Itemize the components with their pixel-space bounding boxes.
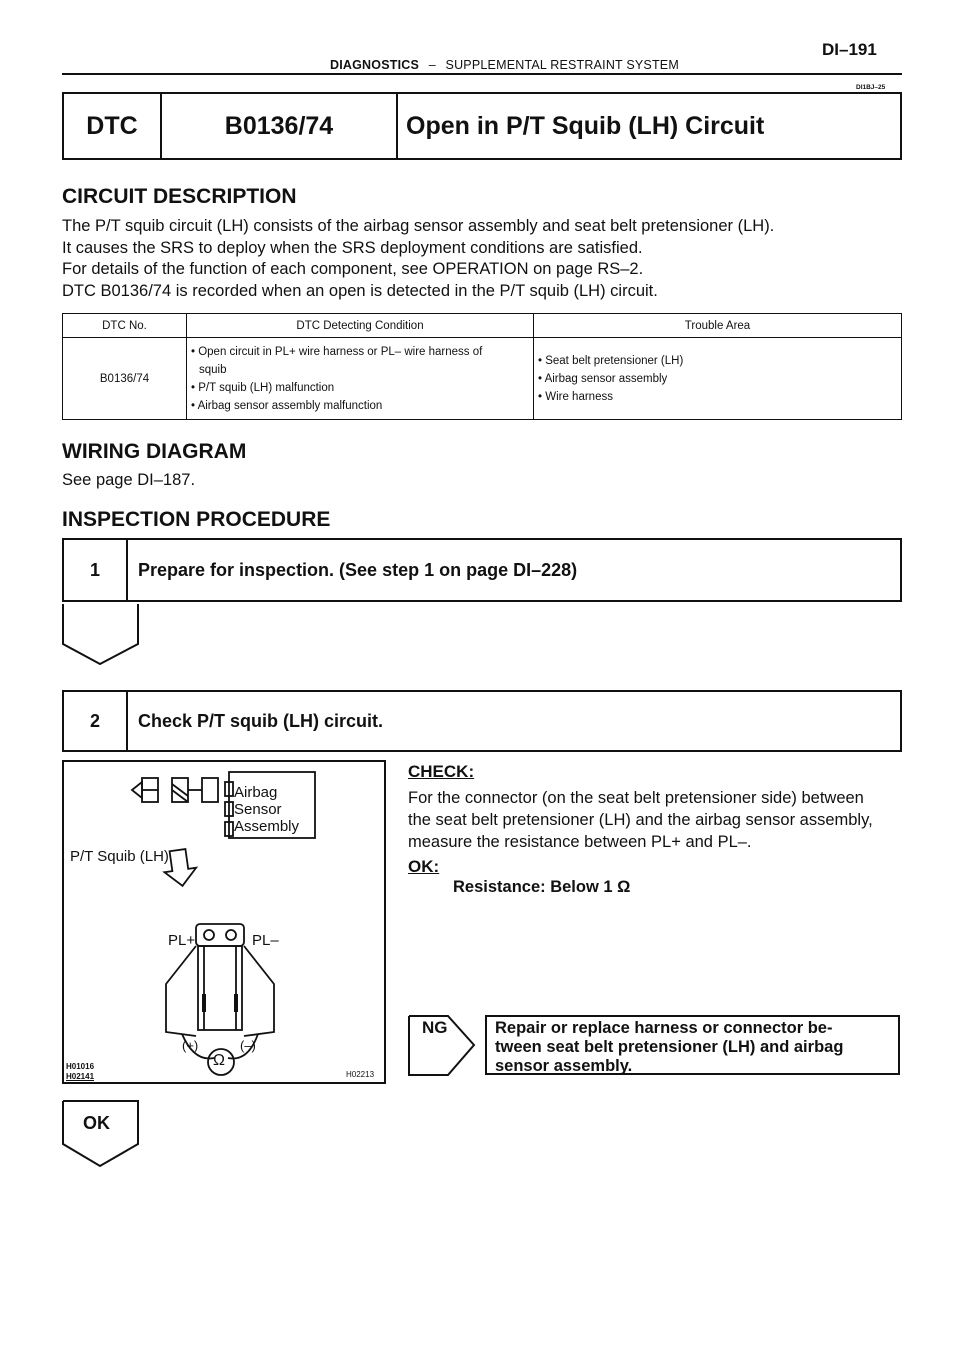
area-item: • Airbag sensor assembly [538, 372, 668, 385]
sensor-label-line: Airbag [234, 784, 278, 801]
dtc-table [62, 313, 902, 420]
check-line: For the connector (on the seat belt pretensioner side) between [408, 789, 864, 807]
figure-code: H02141 [66, 1072, 95, 1081]
ok-heading: OK: [408, 857, 440, 876]
page-header [330, 58, 679, 72]
squib-label: P/T Squib (LH) [70, 848, 169, 865]
circuit-description-heading: CIRCUIT DESCRIPTION [62, 185, 297, 208]
ohm-icon: Ω [213, 1052, 225, 1069]
condition-item: • Open circuit in PL+ wire harness or PL– wire harness of [191, 345, 483, 358]
ng-action-line: sensor assembly. [495, 1057, 633, 1075]
check-line: the seat belt pretensioner (LH) and the airbag sensor assembly, [408, 811, 873, 829]
dtc-title-box [62, 92, 902, 160]
condition-item: squib [199, 363, 227, 376]
sensor-label [234, 784, 299, 835]
ng-action-line: Repair or replace harness or connector be- [495, 1019, 833, 1037]
header-dash: – [428, 58, 436, 72]
plus-terminal-label: (+) [182, 1038, 199, 1053]
circuit-line: It causes the SRS to deploy when the SRS deployment conditions are satisfied. [62, 238, 643, 257]
check-heading: CHECK: [408, 762, 475, 781]
dtc-label: DTC [64, 94, 162, 158]
circuit-description-text [62, 216, 774, 302]
table-cell-dtc-no: B0136/74 [63, 338, 187, 420]
condition-item: • P/T squib (LH) malfunction [191, 381, 335, 394]
circuit-line: For details of the function of each component, see OPERATION on page RS–2. [62, 260, 644, 278]
table-cell-trouble-area [534, 338, 902, 420]
step-1-box [62, 538, 902, 602]
step-title: Prepare for inspection. (See step 1 on page DI–228) [138, 559, 578, 580]
step-title: Check P/T squib (LH) circuit. [138, 710, 384, 731]
area-item: • Seat belt pretensioner (LH) [538, 354, 684, 367]
wiring-diagram-ref: See page DI–187. [62, 471, 196, 489]
condition-item: • Airbag sensor assembly malfunction [191, 399, 383, 412]
ng-label: NG [422, 1018, 448, 1037]
ok-criteria: Resistance: Below 1 Ω [453, 878, 631, 896]
wiring-diagram-heading: WIRING DIAGRAM [62, 440, 247, 463]
table-cell-condition [187, 338, 534, 420]
sensor-label-line: Assembly [234, 818, 300, 835]
flow-arrow-icon [62, 604, 140, 666]
table-header-condition: DTC Detecting Condition [187, 314, 534, 338]
ng-action-box [485, 1015, 900, 1075]
figure-code: H02213 [346, 1070, 375, 1079]
step-2-box [62, 690, 902, 752]
check-line: measure the resistance between PL+ and PL–. [408, 833, 752, 851]
table-row [63, 338, 902, 420]
area-item: • Wire harness [538, 390, 613, 403]
minus-terminal-label: (–) [240, 1038, 256, 1053]
page-number: DI–191 [822, 40, 877, 59]
step-number: 1 [64, 540, 128, 600]
table-header-trouble-area: Trouble Area [534, 314, 902, 338]
pl-plus-label: PL+ [168, 932, 196, 949]
header-rule [62, 73, 902, 75]
inspection-heading: INSPECTION PROCEDURE [62, 508, 331, 531]
pl-minus-label: PL– [252, 932, 279, 949]
ok-result-label: OK [83, 1113, 110, 1133]
check-text [408, 787, 873, 853]
circuit-line: DTC B0136/74 is recorded when an open is detected in the P/T squib (LH) circuit. [62, 281, 658, 300]
circuit-line: The P/T squib circuit (LH) consists of the airbag sensor assembly and seat belt pretensioner (LH). [62, 217, 775, 235]
connector-illustration [64, 762, 384, 1082]
figure-code: H01016 [66, 1062, 95, 1071]
header-section: DIAGNOSTICS [330, 58, 420, 72]
step-number: 2 [64, 692, 128, 750]
header-subsection: SUPPLEMENTAL RESTRAINT SYSTEM [445, 58, 679, 72]
document-code: DI1BJ–25 [856, 84, 886, 91]
dtc-code: B0136/74 [162, 94, 398, 158]
dtc-title: Open in P/T Squib (LH) Circuit [406, 111, 765, 140]
ng-action-line: tween seat belt pretensioner (LH) and airbag [495, 1038, 844, 1056]
squib-circuit-figure [62, 760, 386, 1084]
table-header-row [63, 314, 902, 338]
ok-flow-arrow-icon [62, 1100, 140, 1168]
table-header-dtc-no: DTC No. [63, 314, 187, 338]
sensor-label-line: Sensor [234, 801, 282, 818]
